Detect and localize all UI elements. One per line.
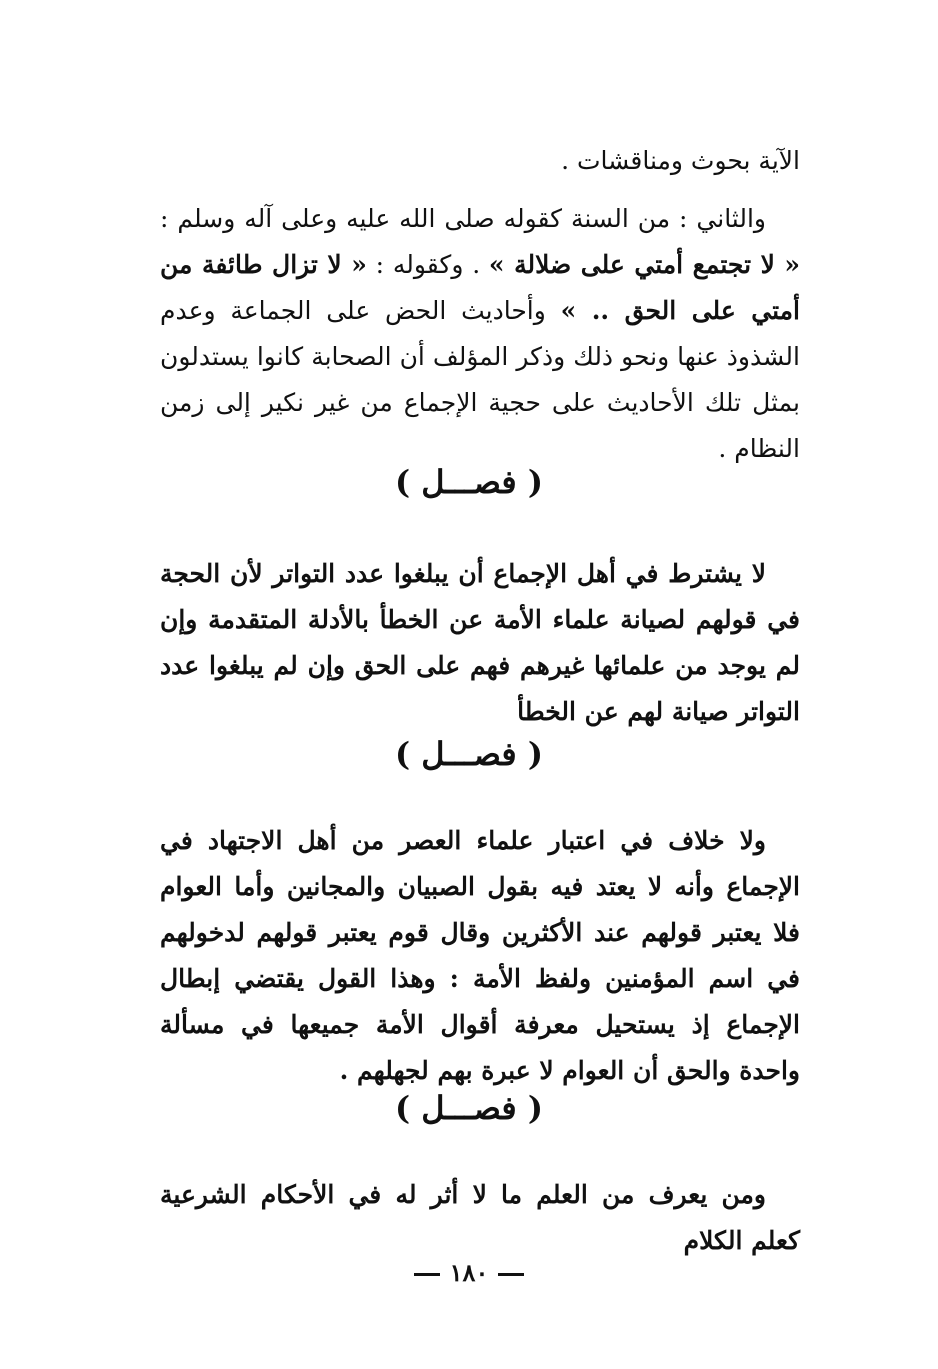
paragraph-kalam [160, 1172, 800, 1264]
hadith-quote: « لا تجتمع أمتي على ضلالة » [488, 250, 800, 279]
paragraph-text: . وكقوله : [366, 250, 489, 279]
paragraph-ijtihad [160, 818, 800, 1094]
paragraph-sunnah [160, 196, 800, 472]
continuation-line [160, 138, 800, 184]
dash-right [498, 1273, 524, 1276]
dash-left [414, 1273, 440, 1276]
page-number-text: ١٨٠ [449, 1258, 489, 1287]
paragraph-text: ولا خلاف في اعتبار علماء العصر من أهل الاجتهاد في الإجماع وأنه لا يعتد فيه بقول الصبيان والمجانين وأما العوام فلا يعتبر قولهم عند الأكثرين وقال قوم يعتبر قولهم لدخولهم في اسم المؤمنين ولفظ الأمة : وهذا القول يقتضي إبطال الإجماع إذ يستحيل معرفة أقوال الأمة جميعها في مسألة واحدة والحق أن العوام لا عبرة بهم لجهلهم . [160, 826, 800, 1085]
paragraph-text: لا يشترط في أهل الإجماع أن يبلغوا عدد التواتر لأن الحجة في قولهم لصيانة علماء الأمة عن الخطأ بالأدلة المتقدمة وإن لم يوجد من علمائها غيرهم فهم على الحق وإن لم يبلغوا عدد التواتر صيانة لهم عن الخطأ [160, 559, 800, 726]
hadith-quote: « لا تزال طائفة من أمتي على الحق .. » [160, 250, 800, 325]
section-heading: ( فصـــل ) [395, 735, 543, 773]
section-heading: ( فصـــل ) [395, 463, 543, 501]
paragraph-text: ومن يعرف من العلم ما لا أثر له في الأحكام الشرعية كعلم الكلام [160, 1180, 800, 1255]
paragraph-text: وأحاديث الحض على الجماعة وعدم الشذوذ عنها ونحو ذلك وذكر المؤلف أن الصحابة كانوا يستدلون بمثل تلك الأحاديث على حجية الإجماع من غير نكير إلى زمن النظام . [160, 296, 800, 463]
section-heading: ( فصـــل ) [395, 1089, 543, 1127]
continuation-text: الآية بحوث ومناقشات . [561, 146, 800, 175]
paragraph-tawatur [160, 551, 800, 735]
paragraph-text: والثاني : من السنة كقوله صلى الله عليه وعلى آله وسلم : [160, 204, 766, 233]
page-number [0, 1258, 938, 1288]
